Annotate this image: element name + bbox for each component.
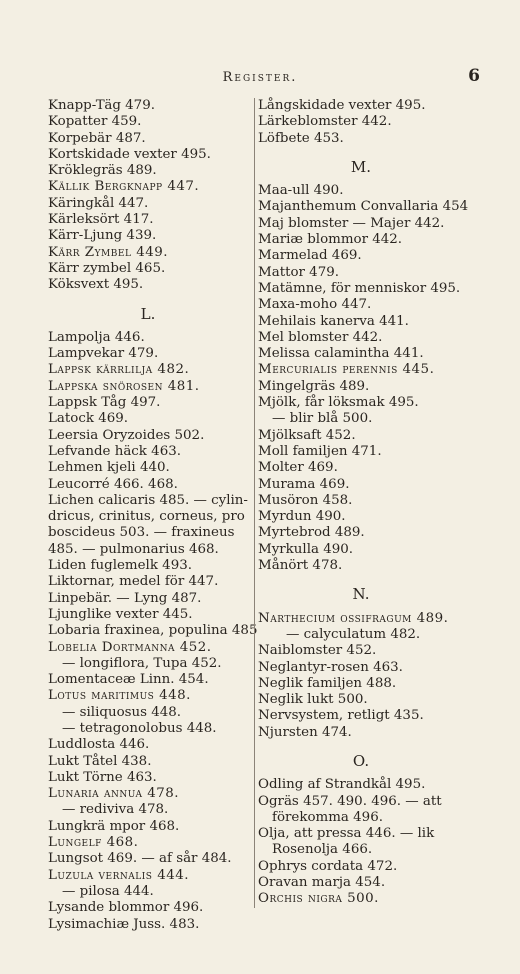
index-entry: Mariæ blommor 442. — [258, 232, 403, 248]
index-entry: 485. — pulmonarius 468. — [48, 541, 219, 557]
index-entry: Källik Bergknapp 447. — [48, 179, 200, 195]
index-entry: Murama 469. — [258, 476, 350, 492]
index-entry: Marmelad 469. — [258, 248, 362, 264]
index-entry: Latock 469. — [48, 411, 129, 427]
index-entry: Kopatter 459. — [48, 114, 142, 130]
index-entry: Mercurialis perennis 445. — [258, 362, 435, 378]
left-column — [48, 98, 258, 933]
index-entry: Melissa calamintha 441. — [258, 346, 424, 362]
index-entry: Matämne, för menniskor 495. — [258, 280, 461, 296]
index-entry: Njursten 474. — [258, 724, 352, 740]
index-entry: Långskidade vexter 495. — [258, 98, 426, 113]
index-entry: Köksvext 495. — [48, 277, 144, 293]
index-entry: Kärr zymbel 465. — [48, 260, 166, 276]
index-entry: Lampvekar 479. — [48, 346, 159, 362]
index-entry: Korpebär 487. — [48, 130, 146, 146]
index-entry: Maj blomster — Majer 442. — [258, 215, 445, 231]
index-entry: boscideus 503. — fraxineus — [48, 525, 235, 541]
index-entry: Narthecium ossifragum 489. — [258, 610, 449, 626]
index-entry: Kärleksört 417. — [48, 212, 154, 228]
index-entry: Ogräs 457. 490. 496. — att — [258, 793, 442, 809]
index-entry: Käringkål 447. — [48, 195, 149, 211]
index-entry: Lukt Törne 463. — [48, 769, 157, 785]
index-entry: Lungelf 468. — [48, 835, 139, 851]
index-entry: Myrdun 490. — [258, 509, 346, 525]
index-entry: — blir blå 500. — [272, 411, 373, 427]
index-entry: Liktornar, medel för 447. — [48, 574, 219, 590]
index-entry: Lobaria fraxinea, populina 485 — [48, 623, 258, 639]
page-number: 6 — [468, 66, 480, 86]
index-entry: Mattor 479. — [258, 264, 339, 280]
index-entry: Olja, att pressa 446. — lik — [258, 826, 435, 842]
index-entry: dricus, crinitus, corneus, pro — [48, 509, 245, 525]
index-entry: Löfbete 453. — [258, 130, 344, 146]
index-entry: Lehmen kjeli 440. — [48, 460, 170, 476]
index-entry: förekomma 496. — [272, 809, 383, 825]
index-entry: Lefvande häck 463. — [48, 443, 181, 459]
right-column — [254, 98, 469, 908]
index-entry: Rosenolja 466. — [272, 842, 373, 858]
index-entry: Knapp-Täg 479. — [48, 98, 155, 113]
index-entry: Naiblomster 452. — [258, 643, 377, 659]
index-entry: Lärkeblomster 442. — [258, 114, 392, 130]
index-entry: — rediviva 478. — [62, 802, 169, 818]
index-entry: Lungkrä mpor 468. — [48, 818, 180, 834]
index-entry: Myrkulla 490. — [258, 541, 354, 557]
index-entry: Myrtebrod 489. — [258, 525, 365, 541]
index-entry: Nervsystem, retligt 435. — [258, 708, 424, 724]
index-entry: Orchis nigra 500. — [258, 891, 379, 907]
index-entry: Lappsk kärrlilja 482. — [48, 362, 190, 378]
section-letter-m: M. — [350, 157, 372, 176]
index-entry: Leucorré 466. 468. — [48, 476, 178, 492]
index-entry: Lobelia Dortmanna 452. — [48, 639, 212, 655]
index-entry: — tetragonolobus 448. — [62, 720, 217, 736]
index-entry: Kröklegräs 489. — [48, 163, 157, 179]
section-letter-l: L. — [140, 304, 156, 323]
index-entry: Mehilais kanerva 441. — [258, 313, 409, 329]
section-letter-n: N. — [352, 585, 370, 604]
index-entry: Lotus maritimus 448. — [48, 688, 191, 704]
index-entry: Neglantyr-rosen 463. — [258, 659, 403, 675]
index-entry: Leersia Oryzoides 502. — [48, 427, 205, 443]
index-entry: Lomentaceæ Linn. 454. — [48, 672, 209, 688]
index-entry: — longiflora, Tupa 452. — [62, 655, 222, 671]
index-entry: Molter 469. — [258, 460, 338, 476]
index-entry: Luzula vernalis 444. — [48, 867, 190, 883]
index-entry: Liden fuglemelk 493. — [48, 558, 193, 574]
index-entry: Maxa-moho 447. — [258, 297, 372, 313]
index-entry: Lichen calicaris 485. — cylin- — [48, 492, 248, 508]
index-entry: Neglik lukt 500. — [258, 692, 368, 708]
index-entry: — pilosa 444. — [62, 883, 154, 899]
index-entry: Lampolja 446. — [48, 329, 145, 345]
page-header — [0, 66, 520, 92]
index-entry: Mjölk, får löksmak 495. — [258, 395, 419, 411]
index-entry: Ophrys cordata 472. — [258, 858, 398, 874]
index-entry: Kärr Zymbel 449. — [48, 244, 169, 260]
index-entry: Musöron 458. — [258, 492, 353, 508]
index-entry: Moll familjen 471. — [258, 443, 382, 459]
index-entry: Lunaria annua 478. — [48, 786, 180, 802]
index-entry: Mjölksaft 452. — [258, 427, 356, 443]
section-letter-o: O. — [352, 751, 370, 770]
index-entry: Lungsot 469. — af sår 484. — [48, 851, 232, 867]
index-entry: Oravan marja 454. — [258, 875, 386, 891]
index-entry: Lukt Tåtel 438. — [48, 753, 152, 769]
index-entry: Linpebär. — Lyng 487. — [48, 590, 202, 606]
running-title: Register. — [222, 70, 298, 85]
index-entry: Luddlosta 446. — [48, 737, 150, 753]
index-entry: Lysande blommor 496. — [48, 900, 204, 916]
index-entry: Lappsk Tåg 497. — [48, 395, 161, 411]
index-entry: Kortskidade vexter 495. — [48, 146, 211, 162]
index-entry: Neglik familjen 488. — [258, 675, 397, 691]
index-entry: — siliquosus 448. — [62, 704, 182, 720]
index-entry: Kärr-Ljung 439. — [48, 228, 157, 244]
index-entry: — calyculatum 482. — [286, 626, 421, 642]
index-entry: Mel blomster 442. — [258, 329, 383, 345]
index-entry: Majanthemum Convallaria 454 — [258, 199, 469, 215]
index-entry: Maa-ull 490. — [258, 183, 344, 199]
index-entry: Månört 478. — [258, 558, 343, 574]
index-entry: Ljunglike vexter 445. — [48, 606, 193, 622]
index-entry: Odling af Strandkål 495. — [258, 777, 426, 793]
index-entry: Mingelgräs 489. — [258, 378, 370, 394]
index-entry: Lysimachiæ Juss. 483. — [48, 916, 200, 932]
index-entry: Lappska snörosen 481. — [48, 378, 200, 394]
